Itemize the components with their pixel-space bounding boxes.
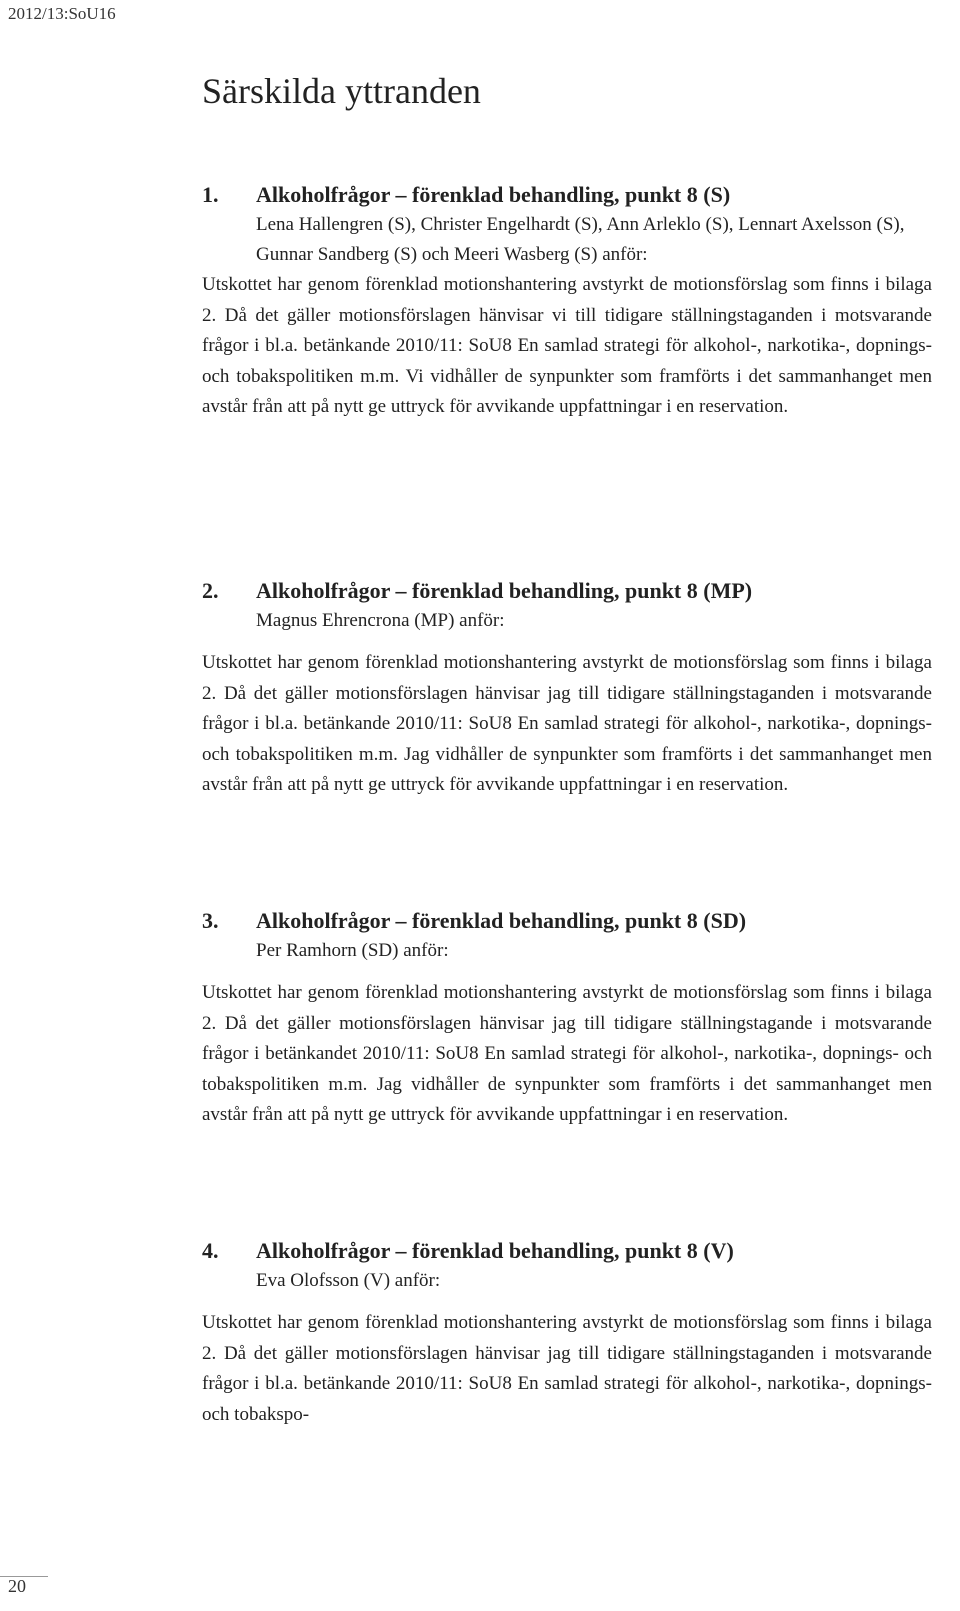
section-body: Utskottet har genom förenklad motionshantering avstyrkt de motionsförslag som finns i bilaga 2. Då det gäller motionsförslagen hänvisar vi till tidigare ställningstaganden i motsvarande frågor i bl.a. betänkande 2010/11: SoU8 En samlad strategi för alkohol-, narkotika-, dopnings- och tobakspolitiken m.m. Vi vidhåller de synpunkter som framförts i det sammanhanget men avstår från att på nytt ge uttryck för avvikande uppfattningar i en reservation. [202, 274, 932, 417]
statement-section-4 [202, 1236, 932, 1430]
section-number: 3. [202, 908, 219, 933]
page-title: Särskilda yttranden [202, 71, 481, 111]
section-signers: Eva Olofsson (V) anför: [256, 1270, 441, 1291]
section-body: Utskottet har genom förenklad motionshantering avstyrkt de motionsförslag som finns i bilaga 2. Då det gäller motionsförslagen hänvisar jag till tidigare ställningstaganden i motsvarande frågor i bl.a. betänkande 2010/11: SoU8 En samlad strategi för alkohol-, narkotika-, dopnings- och tobakspolitiken m.m. Jag vidhåller de synpunkter som framförts i det sammanhanget men avstår från att på nytt ge uttryck för avvikande uppfattningar i en reservation. [202, 652, 932, 795]
statement-section-2 [202, 576, 932, 801]
statement-section-3 [202, 906, 932, 1131]
statement-section-1 [202, 180, 932, 423]
section-number: 2. [202, 578, 219, 603]
section-body: Utskottet har genom förenklad motionshantering avstyrkt de motionsförslag som finns i bilaga 2. Då det gäller motionsförslagen hänvisar jag till tidigare ställningstaganden i motsvarande frågor i bl.a. betänkande 2010/11: SoU8 En samlad strategi för alkohol-, narkotika-, dopnings- och tobakspo- [202, 1312, 932, 1425]
page-number: 20 [8, 1576, 26, 1596]
section-heading [202, 906, 932, 936]
section-title: Alkoholfrågor – förenklad behandling, punkt 8 (MP) [256, 578, 753, 603]
section-signers: Magnus Ehrencrona (MP) anför: [256, 610, 505, 631]
section-title: Alkoholfrågor – förenklad behandling, punkt 8 (SD) [256, 908, 747, 933]
running-header: 2012/13:SoU16 [8, 4, 116, 23]
section-number: 1. [202, 182, 219, 207]
section-heading [202, 576, 932, 606]
section-title: Alkoholfrågor – förenklad behandling, punkt 8 (S) [256, 182, 731, 207]
section-signers: Lena Hallengren (S), Christer Engelhardt (S), Ann Arleklo (S), Lennart Axelsson (S), Gunnar Sandberg (S) och Meeri Wasberg (S) anför: [256, 214, 905, 265]
section-number: 4. [202, 1238, 219, 1263]
section-signers: Per Ramhorn (SD) anför: [256, 940, 449, 961]
section-body: Utskottet har genom förenklad motionshantering avstyrkt de motionsförslag som finns i bilaga 2. Då det gäller motionsförslagen hänvisar jag till tidigare ställningstagande i motsvarande frågor i betänkandet 2010/11: SoU8 En samlad strategi för alkohol-, narkotika-, dopnings- och tobakspolitiken m.m. Jag vidhåller de synpunkter som framförts i det sammanhanget men avstår från att på nytt ge uttryck för avvikande uppfattningar i en reservation. [202, 982, 932, 1125]
section-title: Alkoholfrågor – förenklad behandling, punkt 8 (V) [256, 1238, 734, 1263]
section-heading [202, 1236, 932, 1266]
section-heading [202, 180, 932, 210]
